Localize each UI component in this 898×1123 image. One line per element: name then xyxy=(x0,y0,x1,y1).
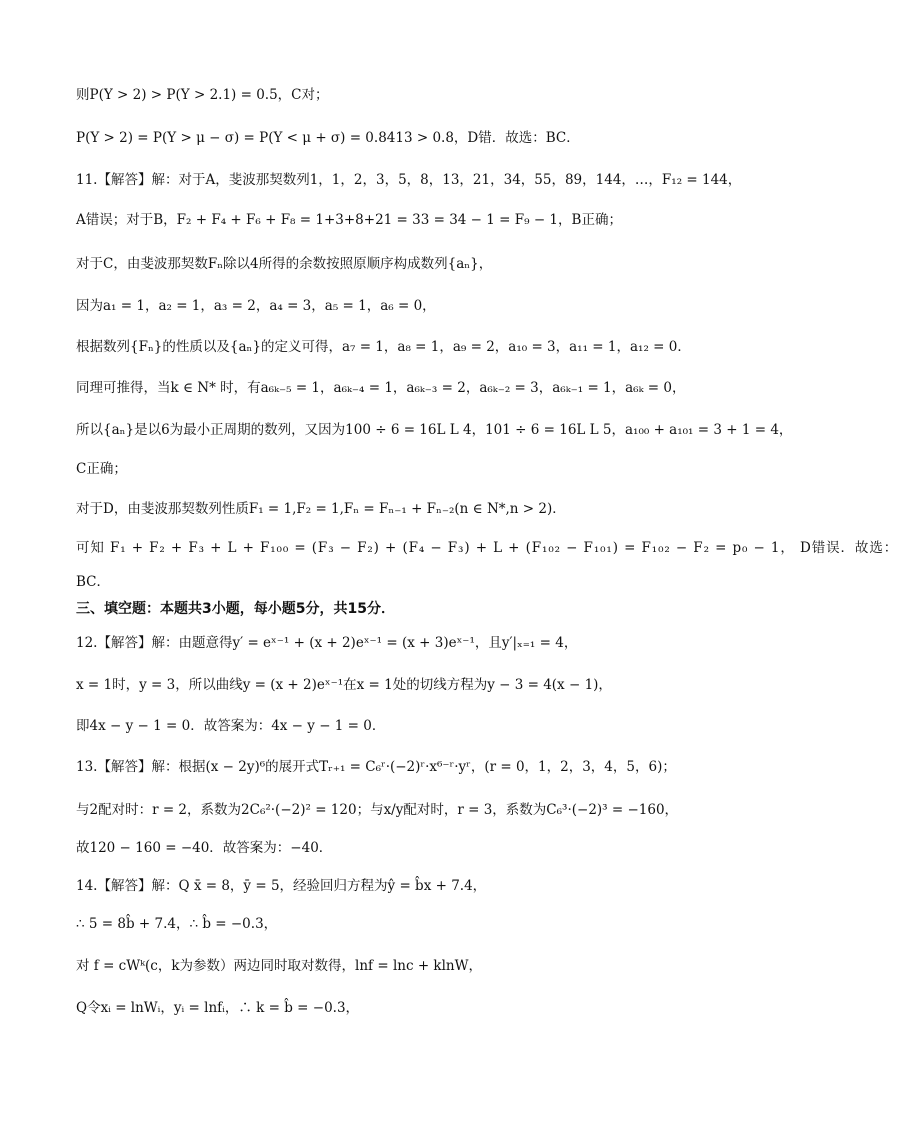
text-line: 12.【解答】解：由题意得y′ = eˣ⁻¹ + (x + 2)eˣ⁻¹ = (x + 3)eˣ⁻¹，且y′|ₓ₌₁ = 4， xyxy=(76,635,578,651)
text-line: 根据数列{Fₙ}的性质以及{aₙ}的定义可得，a₇ = 1，a₈ = 1，a₉ = 2，a₁₀ = 3，a₁₁ = 1，a₁₂ = 0． xyxy=(76,339,691,355)
text-line: 14.【解答】解：Q x̄ = 8，ȳ = 5，经验回归方程为ŷ = b̂x + 7.4， xyxy=(76,878,487,894)
text-line: P(Y > 2) = P(Y > μ − σ) = P(Y < μ + σ) = 0.8413 > 0.8，D错．故选：BC． xyxy=(76,130,580,146)
text-line: x = 1时，y = 3，所以曲线y = (x + 2)eˣ⁻¹在x = 1处的切线方程为y − 3 = 4(x − 1)， xyxy=(76,677,612,693)
text-line: 与2配对时：r = 2，系数为2C₆²·(−2)² = 120；与x/y配对时，r = 3，系数为C₆³·(−2)³ = −160， xyxy=(76,802,679,818)
text-line: 对于D，由斐波那契数列性质F₁ = 1,F₂ = 1,Fₙ = Fₙ₋₁ + Fₙ₋₂(n ∈ N*,n > 2)． xyxy=(76,501,566,517)
text-line: 即4x − y − 1 = 0．故答案为：4x − y − 1 = 0． xyxy=(76,718,386,734)
text-line: ∴ 5 = 8b̂ + 7.4，∴ b̂ = −0.3， xyxy=(76,916,278,932)
text-line: 对于C，由斐波那契数Fₙ除以4所得的余数按照原顺序构成数列{aₙ}， xyxy=(76,256,493,272)
section-heading: 三、填空题：本题共3小题，每小题5分，共15分． xyxy=(76,601,395,617)
text-line: 同理可推得，当k ∈ N* 时，有a₆ₖ₋₅ = 1，a₆ₖ₋₄ = 1，a₆ₖ₋₃ = 2，a₆ₖ₋₂ = 3，a₆ₖ₋₁ = 1，a₆ₖ = 0， xyxy=(76,380,686,396)
text-line: A错误；对于B，F₂ + F₄ + F₆ + F₈ = 1+3+8+21 = 33 = 34 − 1 = F₉ − 1，B正确； xyxy=(76,212,622,228)
text-line: 则P(Y > 2) > P(Y > 2.1) = 0.5，C对； xyxy=(76,87,329,103)
text-line: 对 f = cWᵏ(c，k为参数）两边同时取对数得，lnf = lnc + klnW， xyxy=(76,958,482,974)
text-line: C正确； xyxy=(76,461,127,477)
text-line: 因为a₁ = 1，a₂ = 1，a₃ = 2，a₄ = 3，a₅ = 1，a₆ = 0， xyxy=(76,298,436,314)
text-line: Q令xᵢ = lnWᵢ，yᵢ = lnfᵢ，∴ k = b̂ = −0.3， xyxy=(76,1000,360,1016)
text-line: 故120 − 160 = −40．故答案为：−40． xyxy=(76,840,333,856)
text-line: 13.【解答】解：根据(x − 2y)⁶的展开式Tᵣ₊₁ = C₆ʳ·(−2)ʳ·x⁶⁻ʳ·yʳ，(r = 0，1，2，3，4，5，6)； xyxy=(76,759,676,775)
text-line: 可知 F₁ + F₂ + F₃ + L + F₁₀₀ = (F₃ − F₂) + (F₄ − F₃) + L + (F₁₀₂ − F₁₀₁) = F₁₀₂ − F₂ = p₀ − 1， D错误．故选： xyxy=(76,540,898,556)
text-line: 11.【解答】解：对于A，斐波那契数列1，1，2，3，5，8，13，21，34，55，89，144，…，F₁₂ = 144， xyxy=(76,172,742,188)
text-line: 所以{aₙ}是以6为最小正周期的数列，又因为100 ÷ 6 = 16L L 4，101 ÷ 6 = 16L L 5，a₁₀₀ + a₁₀₁ = 3 + 1 = 4， xyxy=(76,422,793,438)
text-line: BC． xyxy=(76,574,111,590)
